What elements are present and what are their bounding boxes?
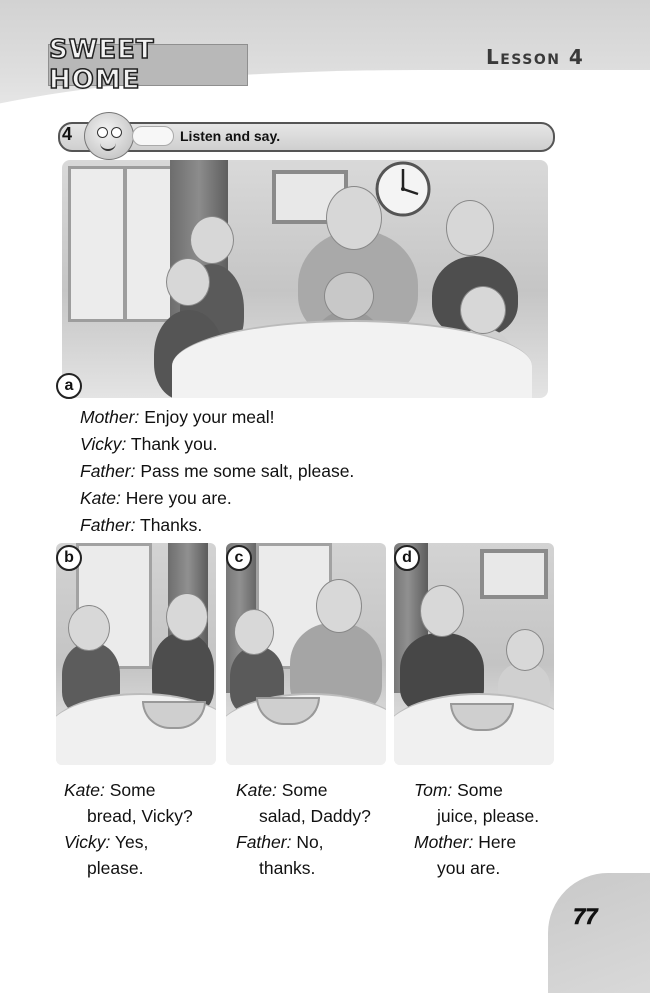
caption-line (414, 777, 584, 803)
speaker-name: Kate: (64, 780, 105, 800)
cloud-decoration (132, 126, 174, 146)
kate-head (68, 605, 110, 651)
speaker-name: Vicky: (64, 832, 111, 852)
dialogue-line (80, 512, 410, 539)
caption-line (236, 855, 406, 881)
speaker-name: Father: (80, 461, 136, 481)
caption-text: you are. (437, 858, 501, 878)
caption-text: Yes, (110, 832, 149, 852)
caption-line (64, 803, 234, 829)
panel-b-label: b (56, 545, 82, 571)
dialogue-line (80, 431, 410, 458)
caption-text: thanks. (259, 858, 316, 878)
speaker-name: Vicky: (80, 434, 127, 454)
dialogue-text: Thank you. (126, 434, 218, 454)
smiling-face-icon (84, 112, 134, 160)
speaker-name: Father: (80, 515, 136, 535)
panel-b-illustration (56, 543, 216, 765)
mother-head (420, 585, 464, 637)
wall-picture (480, 549, 548, 599)
clock-icon (374, 160, 432, 218)
family-dinner-illustration (62, 160, 548, 398)
caption-line (64, 855, 234, 881)
page-corner-tab (548, 873, 650, 993)
scene-a-label: a (56, 373, 82, 399)
panel-c-illustration (226, 543, 386, 765)
dialogue-text: Here you are. (120, 488, 232, 508)
exercise-number: 4 (62, 124, 73, 144)
mascot-eye-left (97, 127, 108, 138)
caption-text: No, (291, 832, 324, 852)
father-head (316, 579, 362, 633)
caption-line (64, 829, 234, 855)
panel-d-label: d (394, 545, 420, 571)
caption-line (414, 855, 584, 881)
dialogue-line (80, 485, 410, 512)
kate-head (166, 258, 210, 306)
caption-text: bread, Vicky? (87, 806, 193, 826)
speaker-name: Kate: (236, 780, 277, 800)
boy-back-head (324, 272, 374, 320)
dialogue-line (80, 404, 410, 431)
father-head (326, 186, 382, 250)
dialogue-a (80, 404, 410, 539)
caption-c (236, 777, 406, 881)
dialogue-text: Enjoy your meal! (139, 407, 275, 427)
lesson-label: Lesson 4 (486, 45, 585, 69)
speaker-name: Kate: (80, 488, 121, 508)
panel-d-illustration (394, 543, 554, 765)
tom-head (506, 629, 544, 671)
instruction-text: Listen and say. (180, 128, 281, 144)
caption-b (64, 777, 234, 881)
caption-text: juice, please. (437, 806, 540, 826)
speaker-name: Tom: (414, 780, 453, 800)
vicky-head (190, 216, 234, 264)
caption-line (236, 803, 406, 829)
speaker-name: Father: (236, 832, 292, 852)
tom-head (460, 286, 506, 334)
vicky-head (166, 593, 208, 641)
caption-d (414, 777, 584, 881)
caption-line (236, 829, 406, 855)
panel-c-label: c (226, 545, 252, 571)
caption-line (414, 803, 584, 829)
unit-title: SWEET HOME (48, 44, 248, 86)
dialogue-line (80, 458, 410, 485)
kate-head (234, 609, 274, 655)
caption-text: Some (104, 780, 156, 800)
caption-line (414, 829, 584, 855)
window (68, 166, 184, 322)
speaker-name: Mother: (80, 407, 140, 427)
caption-text: Some (276, 780, 328, 800)
dialogue-text: Pass me some salt, please. (135, 461, 355, 481)
mother-head (446, 200, 494, 256)
caption-text: Some (452, 780, 503, 800)
dialogue-text: Thanks. (135, 515, 203, 535)
page-number: 77 (573, 904, 598, 929)
caption-text: please. (87, 858, 144, 878)
mascot-mouth (100, 141, 116, 151)
caption-text: salad, Daddy? (259, 806, 371, 826)
caption-text: Here (473, 832, 517, 852)
speaker-name: Mother: (414, 832, 474, 852)
mascot-eye-right (111, 127, 122, 138)
caption-line (64, 777, 234, 803)
caption-line (236, 777, 406, 803)
